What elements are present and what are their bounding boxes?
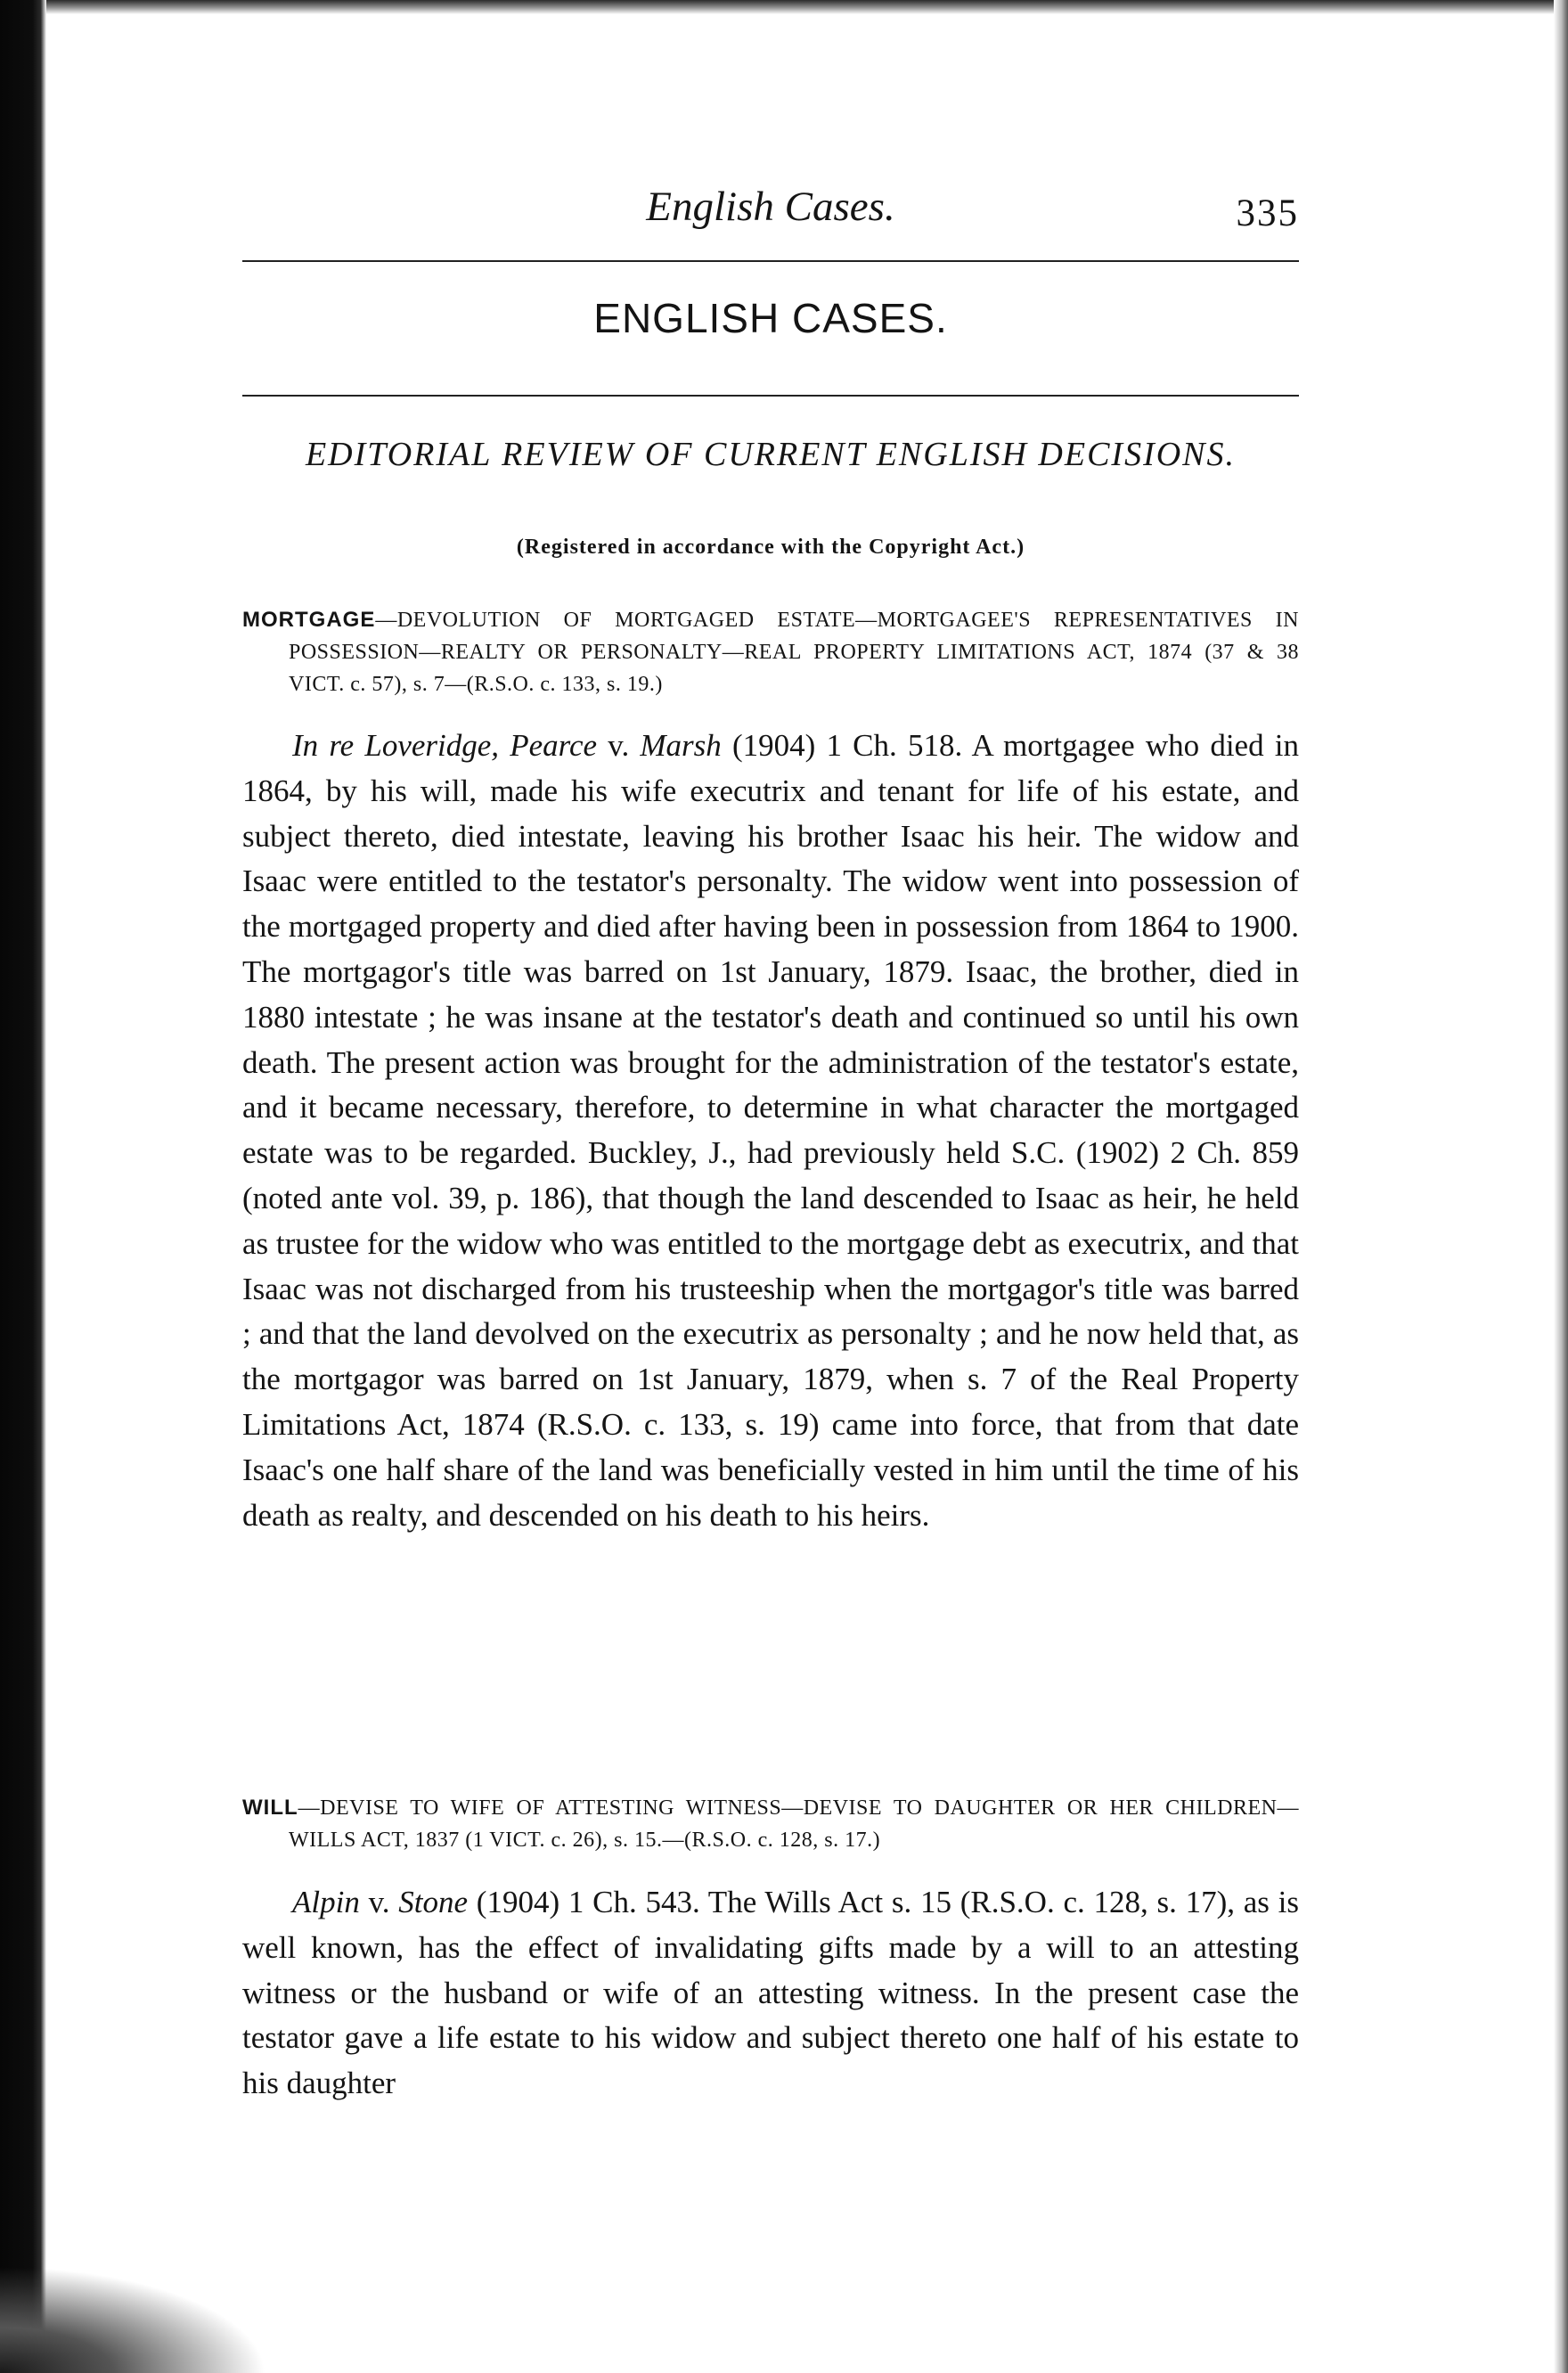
- case-keyword: WILL: [242, 1796, 298, 1820]
- case-heading-mortgage: [242, 604, 1299, 700]
- case-versus: v.: [597, 728, 641, 763]
- review-title: EDITORIAL REVIEW OF CURRENT ENGLISH DECISIONS.: [305, 436, 1237, 473]
- case-topics: —DEVISE TO WIFE OF ATTESTING WITNESS—DEVISE TO DAUGHTER OR HER CHILDREN—WILLS ACT, 1837 (1 VICT. c. 26), s. 15.—(R.S.O. c. 128, s. 17.): [289, 1796, 1299, 1852]
- scan-edge-top: [0, 0, 1568, 14]
- case-party: Marsh: [640, 728, 722, 763]
- case-versus: v.: [359, 1885, 399, 1919]
- case-party: Stone: [398, 1885, 469, 1919]
- running-title: English Cases.: [646, 184, 895, 230]
- case-text: (1904) 1 Ch. 518. A mortgagee who died in 1864, by his will, made his wife executrix and tenant for life of his estate, and subject thereto, died intestate, leaving his brother Isaac his heir. The widow and Isaac were entitled to the testator's personalty. The widow went into possession of the mortgaged property and died after having been in possession from 1864 to 1900. The mortgagor's title was barred on 1st January, 1879. Isaac, the brother, died in 1880 intestate ; he was insane at the testator's death and continued so until his own death. The present action was brought for the administration of the testator's estate, and it became necessary, therefore, to determine in what character the mortgaged estate was to be regarded. Buckley, J., had previously held S.C. (1902) 2 Ch. 859 (noted ante vol. 39, p. 186), that though the land descended to Isaac as heir, he held as trustee for the widow who was entitled to the mortgage debt as executrix, and that Isaac was not discharged from his trusteeship when the mortgagor's title was barred ; and that the land devolved on the executrix as personalty ; and he now held that, as the mortgagor was barred on 1st January, 1879, when s. 7 of the Real Property Limitations Act, 1874 (R.S.O. c. 133, s. 19) came into force, that from that date Isaac's one half share of the land was beneficially vested in him until the time of his death as realty, and descended on his death to his heirs.: [242, 728, 1300, 1533]
- header-rule: [242, 260, 1299, 262]
- page-number: 335: [1236, 192, 1299, 234]
- case-heading-text: [242, 1792, 1299, 1856]
- copyright-notice: (Registered in accordance with the Copyright Act.): [516, 536, 1025, 559]
- case-heading-text: [242, 604, 1299, 700]
- section-title: ENGLISH CASES.: [593, 295, 948, 341]
- section-rule: [242, 395, 1299, 397]
- case-heading-will: [242, 1792, 1299, 1856]
- scan-edge-bottom: [0, 2266, 267, 2373]
- case-body-will: [242, 1880, 1299, 2107]
- case-name: In re Loveridge, Pearce: [292, 728, 598, 763]
- scan-edge-right: [1554, 0, 1568, 2373]
- scan-edge-left: [0, 0, 46, 2373]
- case-name: Alpin: [292, 1885, 360, 1919]
- running-head: [242, 183, 1299, 245]
- case-keyword: MORTGAGE: [242, 608, 376, 632]
- case-text: (1904) 1 Ch. 543. The Wills Act s. 15 (R.S.O. c. 128, s. 17), as is well known, has the effect of invalidating gifts made by a will to an attesting witness or the husband or wife of an attesting witness. In the present case the testator gave a life estate to his widow and subject thereto one half of his estate to his daughter: [242, 1885, 1299, 2101]
- case-topics: —DEVOLUTION OF MORTGAGED ESTATE—MORTGAGEE'S REPRESENTATIVES IN POSSESSION—REALTY OR PERSONALTY—REAL PROPERTY LIMITATIONS ACT, 1874 (37 & 38 VICT. c. 57), s. 7—(R.S.O. c. 133, s. 19.): [289, 609, 1299, 696]
- case-body-mortgage: [242, 724, 1299, 1538]
